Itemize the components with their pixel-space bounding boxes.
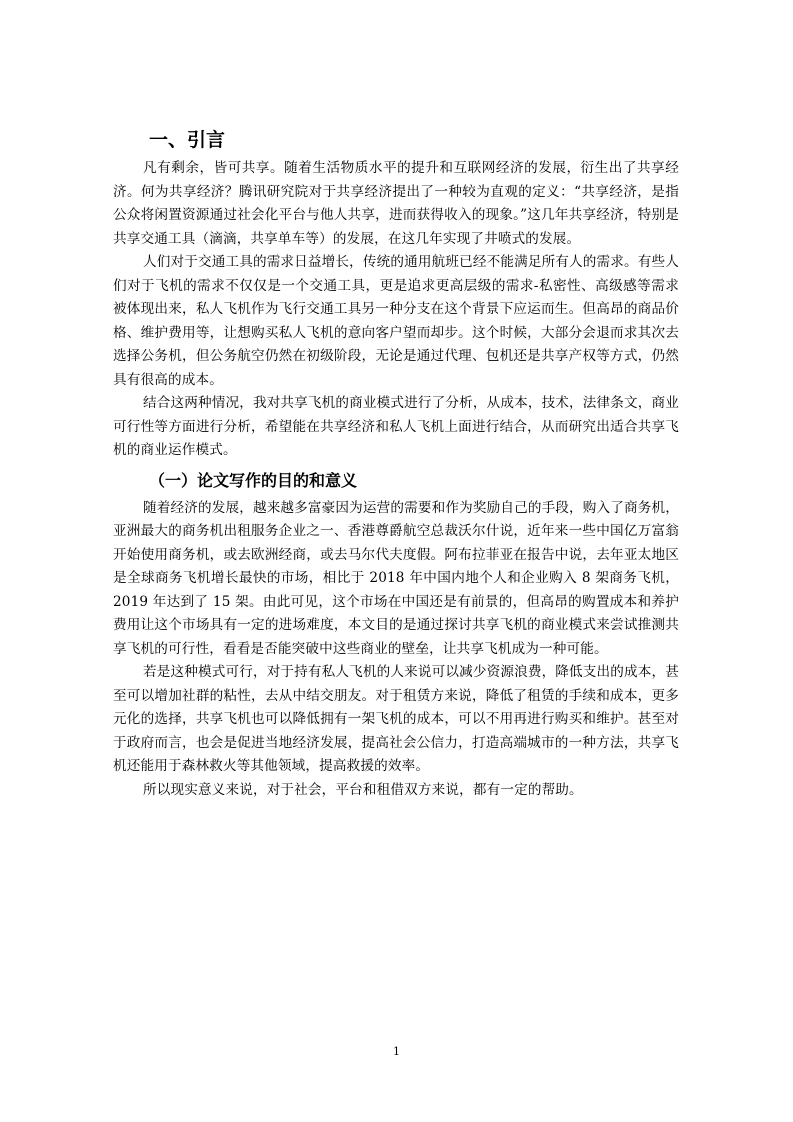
paragraph-intro-3: 结合这两种情况，我对共享飞机的商业模式进行了分析，从成本，技术，法律条文，商业可行性等方面进行分析，希望能在共享经济和私人飞机上面进行结合，从而研究出适合共享飞机的商业运作模式。 (113, 395, 680, 458)
paragraph-purpose-3: 所以现实意义来说，对于社会，平台和租借双方来说，都有一定的帮助。 (143, 781, 583, 798)
paragraph-purpose-2: 若是这种模式可行，对于持有私人飞机的人来说可以减少资源浪费，降低支出的成本，甚至可以增加社群的粘性，去从中结交朋友。对于租赁方来说，降低了租赁的手续和成本，更多元化的选择，共享飞机也可以降低拥有一架飞机的成本，可以不用再进行购买和维护。甚至对于政府而言，也会是促进当地经济发展，提高社会公信力，打造高端城市的一种方法，共享飞机还能用于森林救火等其他领域，提高救援的效率。 (113, 664, 680, 774)
document-body (113, 125, 679, 802)
section-heading-introduction: 一、引言 (149, 129, 226, 151)
paragraph-purpose-1: 随着经济的发展，越来越多富豪因为运营的需要和作为奖励自己的手段，购入了商务机，亚洲最大的商务机出租服务企业之一、香港尊爵航空总裁沃尔什说，近年来一些中国亿万富翁开始使用商务机，或去欧洲经商，或去马尔代夫度假。阿布拉菲亚在报告中说，去年亚太地区是全球商务飞机增长最快的市场，相比于 2018 年中国内地个人和企业购入 8 架商务飞机，2019 年达到了 15 架。由此可见，这个市场在中国还是有前景的，但高昂的购置成本和养护费用让这个市场具有一定的进场难度，本文目的是通过探讨共享飞机的商业模式来尝试推测共享飞机的可行性，看看是否能突破中这些商业的壁垒，让共享飞机成为一种可能。 (113, 499, 680, 657)
subsection-heading-purpose: （一）论文写作的目的和意义 (149, 470, 358, 490)
paragraph-intro-1: 凡有剩余，皆可共享。随着生活物质水平的提升和互联网经济的发展，衍生出了共享经济。何为共享经济？腾讯研究院对于共享经济提出了一种较为直观的定义：“共享经济，是指公众将闲置资源通过社会化平台与他人共享，进而获得收入的现象。”这几年共享经济，特别是共享交通工具（滴滴，共享单车等）的发展，在这几年实现了井喷式的发展。 (113, 160, 679, 247)
paragraph-intro-2: 人们对于交通工具的需求日益增长，传统的通用航班已经不能满足所有人的需求。有些人们对于飞机的需求不仅仅是一个交通工具，更是追求更高层级的需求-私密性、高级感等需求被体现出来，私人飞机作为飞行交通工具另一种分支在这个背景下应运而生。但高昂的商品价格、维护费用等，让想购买私人飞机的意向客户望而却步。这个时候，大部分会退而求其次去选择公务机，但公务航空仍然在初级阶段，无论是通过代理、包机还是共享产权等方式，仍然具有很高的成本。 (113, 254, 680, 388)
page-number: 1 (393, 1045, 400, 1058)
